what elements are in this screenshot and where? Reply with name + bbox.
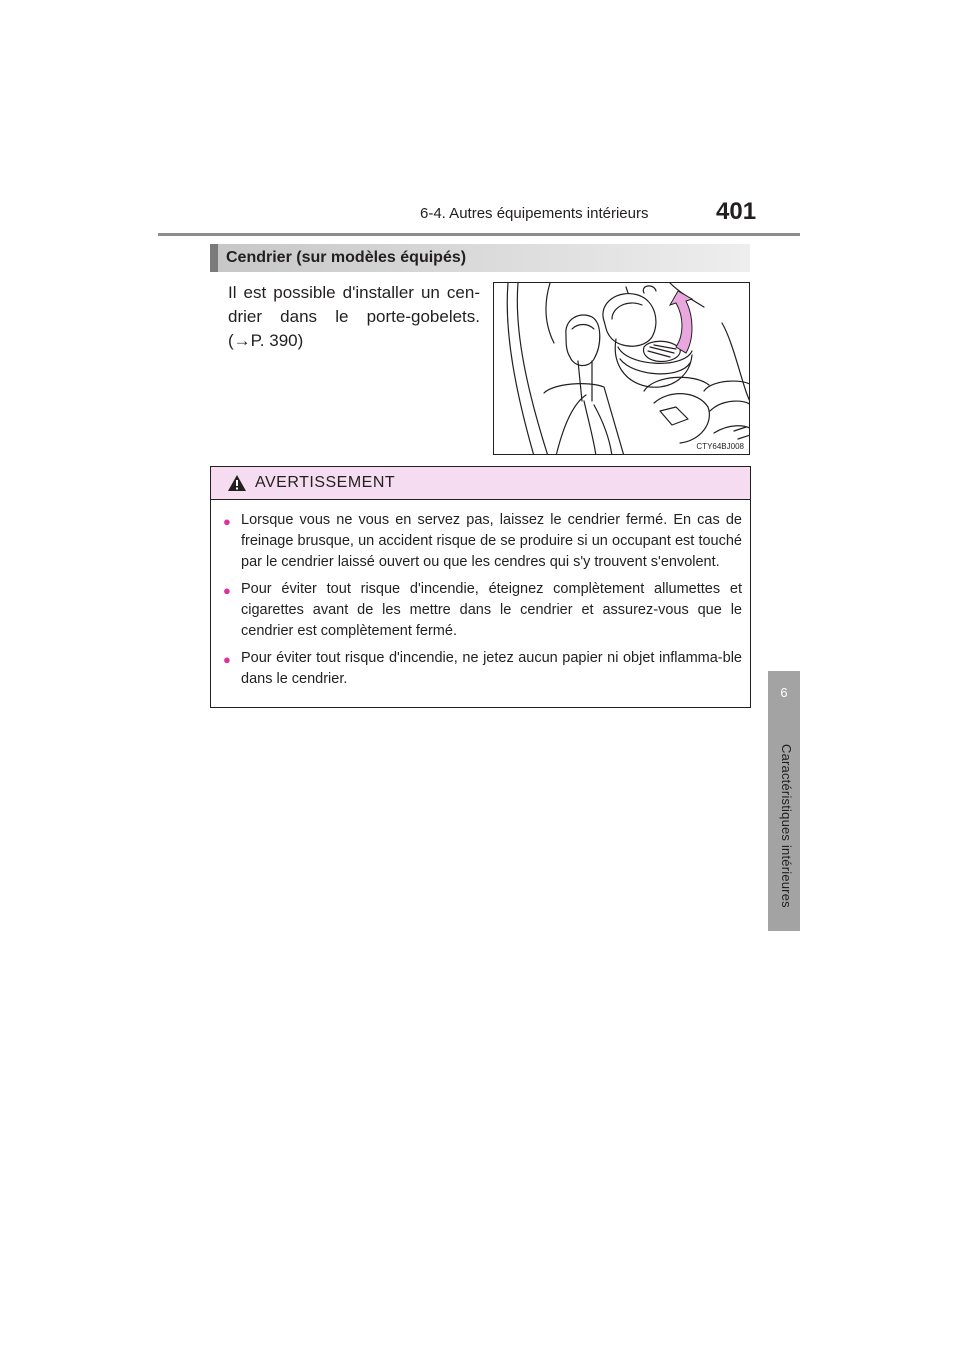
warning-triangle-icon — [227, 474, 247, 492]
ashtray-illustration — [493, 282, 750, 455]
header-section-title: 6-4. Autres équipements intérieurs — [420, 205, 649, 222]
warning-header — [211, 467, 750, 500]
chapter-number: 6 — [780, 685, 788, 700]
warning-item-text: Pour éviter tout risque d'incendie, ne jetez aucun papier ni objet inflamma-ble dans le cendrier. — [241, 650, 742, 687]
figure-code: CTY64BJ008 — [696, 442, 744, 451]
bullet-icon: ● — [223, 652, 231, 667]
warning-item — [223, 648, 742, 690]
bullet-icon: ● — [223, 583, 231, 598]
header-rule — [158, 233, 800, 236]
warning-item — [223, 510, 742, 573]
section-body — [228, 281, 480, 353]
warning-title: AVERTISSEMENT — [255, 474, 396, 491]
page-number: 401 — [716, 198, 757, 225]
warning-box — [210, 466, 751, 708]
body-line: Il est possible d'installer un cen- — [228, 283, 480, 302]
warning-item-text: Pour éviter tout risque d'incendie, éteignez complètement allumettes et cigarettes avant de les mettre dans le cendrier et assurez-vous que le cendrier est complètement fermé. — [241, 581, 742, 639]
warning-item-text: Lorsque vous ne vous en servez pas, laissez le cendrier fermé. En cas de freinage brusque, un accident risque de se produire si un occupant est touché par le cendrier laissé ouvert ou que les cendres qui s'y trouvent s'envolent. — [241, 512, 742, 570]
section-title: Cendrier (sur modèles équipés) — [210, 244, 750, 272]
bullet-icon: ● — [223, 514, 231, 529]
warning-list — [211, 500, 750, 690]
chapter-title: Caractéristiques intérieures — [779, 744, 794, 908]
ashtray-drawing — [494, 283, 750, 455]
warning-item — [223, 579, 742, 642]
body-line: drier dans le porte-gobelets. — [228, 307, 480, 326]
body-line: (→P. 390) — [228, 331, 304, 350]
